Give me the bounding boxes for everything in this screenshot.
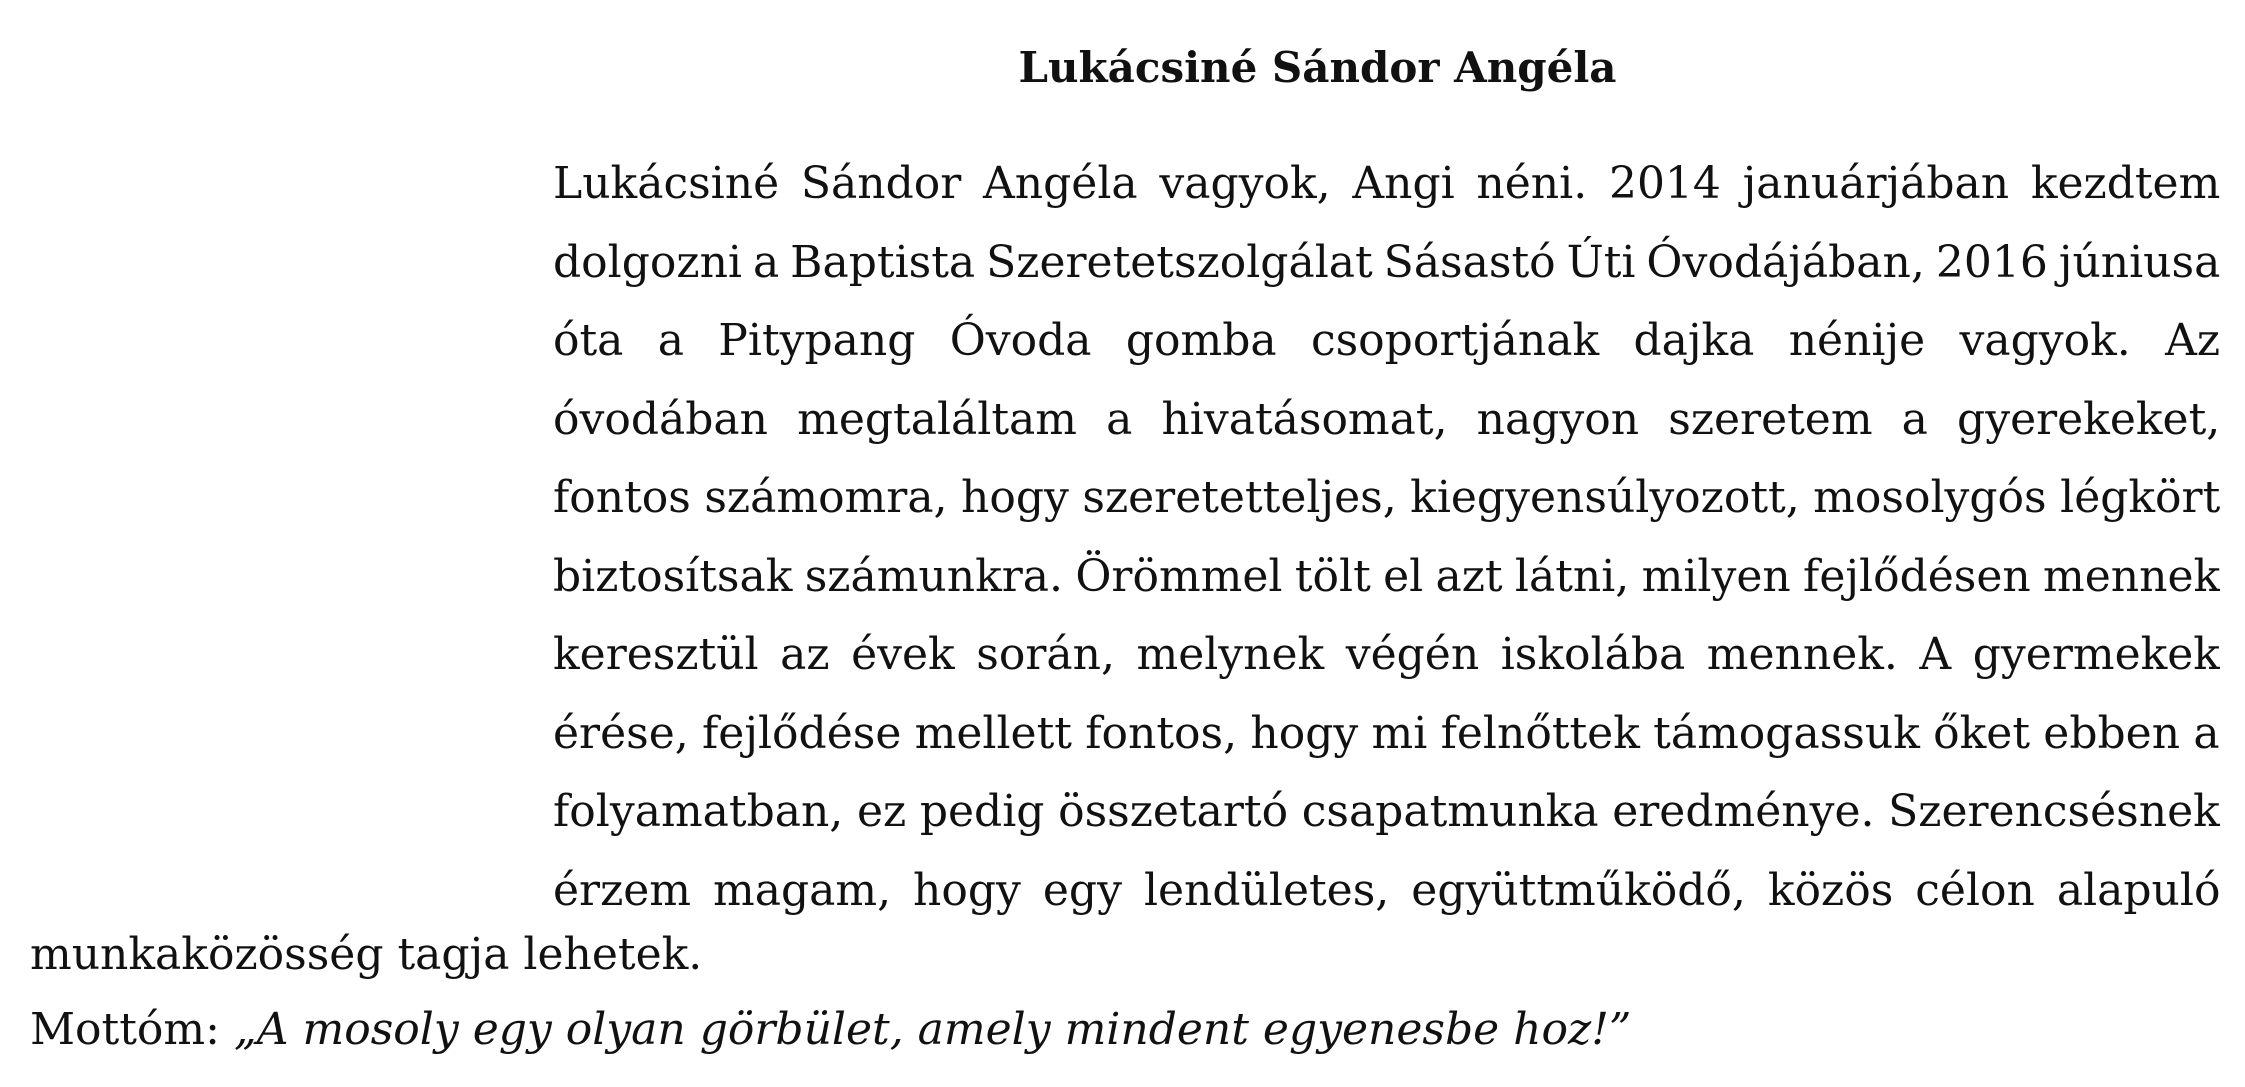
paragraph-line: fontos számomra, hogy szeretetteljes, kiegyensúlyozott, mosolygós légkört [553, 472, 2220, 523]
paragraph-line: Lukácsiné Sándor Angéla vagyok, Angi néni. 2014 januárjában kezdtem [553, 158, 2220, 209]
motto-quote: „A mosoly egy olyan görbület, amely mindent egyenesbe hoz!” [233, 1004, 1632, 1055]
bio-paragraph [553, 145, 2220, 930]
paragraph-line: dolgozni a Baptista Szeretetszolgálat Sásastó Úti Óvodájában, 2016 júniusa [553, 236, 2220, 288]
motto-line [30, 1000, 1631, 1060]
paragraph-continuation: munkaközösség tagja lehetek. [30, 929, 703, 980]
paragraph-line: biztosítsak számunkra. Örömmel tölt el azt látni, milyen fejlődésen mennek [553, 550, 2220, 602]
motto-label: Mottóm: [30, 1004, 234, 1055]
paragraph-line: óta a Pitypang Óvoda gomba csoportjának dajka nénije vagyok. Az [553, 315, 2220, 366]
portrait-photo [40, 100, 510, 860]
paragraph-line: óvodában megtaláltam a hivatásomat, nagyon szeretem a gyerekeket, [553, 393, 2220, 445]
paragraph-line: érzem magam, hogy egy lendületes, együttműködő, közös célon alapuló [553, 864, 2220, 916]
paragraph-line: érése, fejlődése mellett fontos, hogy mi felnőttek támogassuk őket ebben a [553, 707, 2220, 759]
paragraph-line: folyamatban, ez pedig összetartó csapatmunka eredménye. Szerencsésnek [553, 786, 2220, 837]
paragraph-line: keresztül az évek során, melynek végén iskolába mennek. A gyermekek [553, 629, 2220, 680]
page-title: Lukácsiné Sándor Angéla [1018, 43, 1617, 92]
